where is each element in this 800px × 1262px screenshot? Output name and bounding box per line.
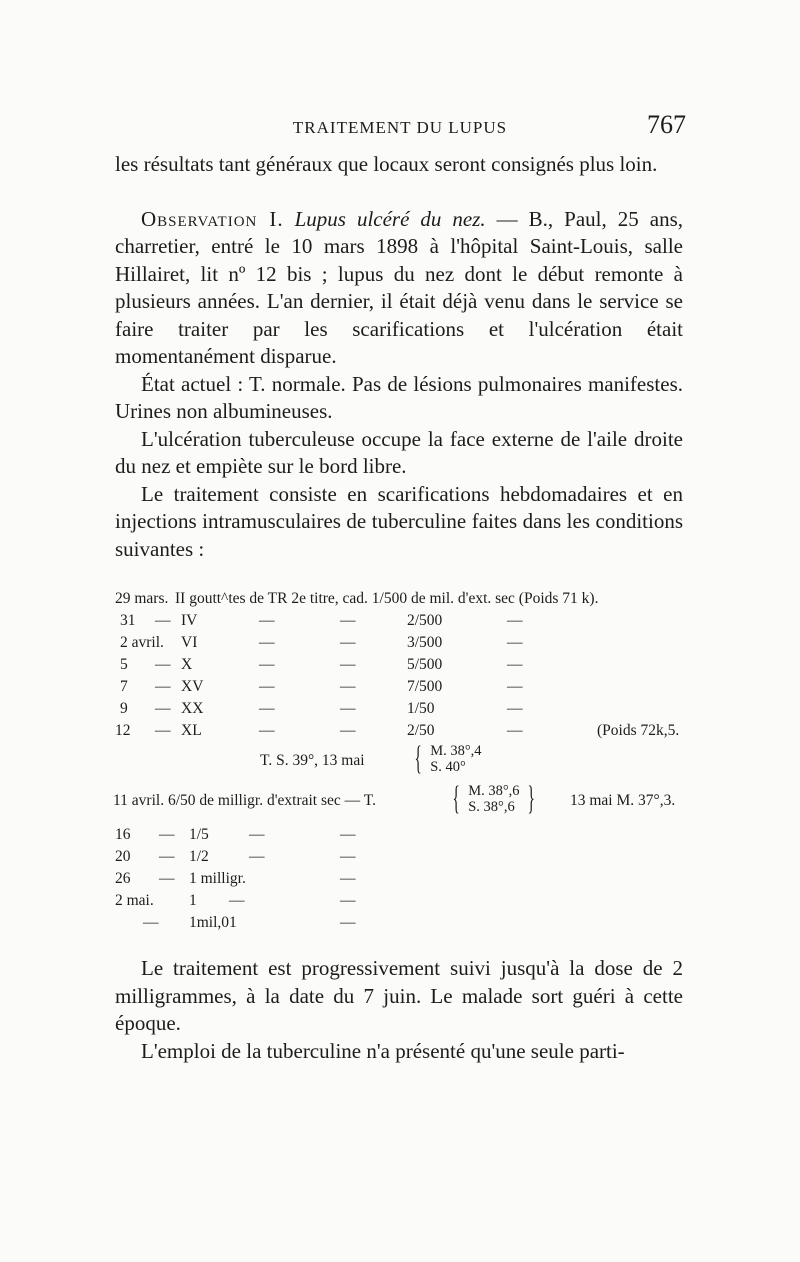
- table-cell: —: [259, 612, 275, 629]
- closing-paragraph: Le traitement est progressivement suivi jusqu'à la dose de 2 milligrammes, à la date du 7 juin. Le malade sort guéri à cette époque.: [115, 956, 683, 1035]
- intro-paragraph: les résultats tant généraux que locaux seront consignés plus loin.: [115, 152, 658, 176]
- table-cell: —: [507, 700, 523, 717]
- table-cell: —: [259, 700, 275, 717]
- table-row: [115, 914, 695, 936]
- april-11-morning: M. 38°,6: [468, 783, 520, 799]
- table-cell: 3/500: [407, 634, 443, 651]
- table-cell: —: [249, 848, 265, 865]
- table-cell: XX: [181, 700, 204, 717]
- table-cell: 12: [115, 722, 131, 739]
- table-cell: —: [507, 656, 523, 673]
- body-text-top: [115, 151, 683, 563]
- table-cell: —: [155, 656, 171, 673]
- temperature-evening: S. 40°: [430, 759, 466, 775]
- table-cell: X: [181, 656, 193, 673]
- table-row: [115, 826, 695, 848]
- april-11-evening: S. 38°,6: [468, 799, 515, 815]
- table-row: [115, 892, 695, 914]
- temperature-values: [430, 743, 481, 775]
- table-cell: —: [155, 700, 171, 717]
- table-cell: II goutt^tes de TR 2e titre, cad. 1/500 de mil. d'ext. sec (Poids 71 k).: [175, 590, 599, 607]
- table-cell: 1mil,01: [189, 914, 237, 931]
- running-header: TRAITEMENT DU LUPUS: [292, 118, 508, 137]
- table-cell: —: [340, 848, 356, 865]
- table-cell: XV: [181, 678, 204, 695]
- table-cell: —: [507, 612, 523, 629]
- table-cell: 5/500: [407, 656, 443, 673]
- table-cell: —: [340, 656, 356, 673]
- temperature-brace: [410, 742, 482, 776]
- brace-symbol: {: [414, 740, 422, 777]
- table-cell: 9: [120, 700, 128, 717]
- page-number: 767: [647, 110, 686, 139]
- table-cell: 1: [189, 892, 197, 909]
- paragraph-ulceration: L'ulcération tuberculeuse occupe la face externe de l'aile droite du nez et empiète sur le bord libre.: [115, 426, 683, 478]
- table-row: [115, 678, 695, 700]
- temperature-label: T. S. 39°, 13 mai: [260, 752, 365, 769]
- table-cell: —: [507, 678, 523, 695]
- observation-title: Lupus ulcéré du nez.: [294, 206, 486, 231]
- table-cell: 7: [120, 678, 128, 695]
- table-cell: —: [340, 870, 356, 887]
- table-cell: 7/500: [407, 678, 443, 695]
- table-row: [115, 848, 695, 870]
- table-cell: —: [507, 634, 523, 651]
- table-cell: —: [340, 678, 356, 695]
- table-cell: 26: [115, 870, 131, 887]
- paragraph-traitement: Le traitement consiste en scarifications hebdomadaires et en injections intramusculaires de tuberculine faites dans les conditions suivantes :: [115, 481, 683, 561]
- table-cell: 31: [120, 612, 136, 629]
- temperature-morning: M. 38°,4: [430, 743, 482, 759]
- april-11-brace: [448, 782, 540, 816]
- table-cell: 2/50: [407, 722, 435, 739]
- table-cell: —: [155, 678, 171, 695]
- table-cell: —: [155, 722, 171, 739]
- table-row: [115, 590, 695, 612]
- observation-paragraph: [115, 206, 683, 371]
- table-cell: —: [340, 700, 356, 717]
- table-cell: 16: [115, 826, 131, 843]
- temperature-line: [115, 742, 695, 782]
- table-cell: —: [259, 678, 275, 695]
- table-cell: 1 milligr.: [189, 870, 246, 887]
- table-cell: 29 mars.: [115, 590, 169, 607]
- table-cell: —: [159, 870, 175, 887]
- table-cell: —: [155, 612, 171, 629]
- table-cell: —: [229, 892, 245, 909]
- april-11-text: 11 avril. 6/50 de milligr. d'extrait sec — T.: [113, 792, 376, 809]
- table-cell: 2 avril.: [120, 634, 164, 651]
- table-cell: (Poids 72k,5.: [597, 722, 680, 739]
- brace-symbol: {: [452, 780, 460, 817]
- table-cell: 2 mai.: [115, 892, 154, 909]
- paragraph-etat-actuel: État actuel : T. normale. Pas de lésions pulmonaires manifestes. Urines non albumineuses.: [115, 371, 683, 423]
- table-row: [115, 612, 695, 634]
- table-cell: VI: [181, 634, 198, 651]
- table-cell: —: [340, 634, 356, 651]
- april-11-values: [468, 783, 519, 815]
- table-cell: 1/50: [407, 700, 435, 717]
- table-cell: —: [340, 826, 356, 843]
- body-text-bottom: [115, 955, 683, 1065]
- table-cell: 2/500: [407, 612, 443, 629]
- table-cell: 1/2: [189, 848, 209, 865]
- table-cell: —: [159, 848, 175, 865]
- april-11-line: [115, 782, 695, 822]
- table-cell: 1/5: [189, 826, 209, 843]
- table-row: [115, 700, 695, 722]
- closing-paragraph-continued: L'emploi de la tuberculine n'a présenté qu'une seule parti-: [141, 1038, 625, 1063]
- table-cell: 5: [120, 656, 128, 673]
- table-cell: —: [507, 722, 523, 739]
- observation-label: Observation I.: [141, 206, 284, 231]
- table-cell: XL: [181, 722, 202, 739]
- table-cell: 20: [115, 848, 131, 865]
- table-cell: —: [259, 722, 275, 739]
- table-cell: —: [249, 826, 265, 843]
- table-cell: —: [259, 656, 275, 673]
- table-row: [115, 656, 695, 678]
- table-row: [115, 634, 695, 656]
- table-cell: —: [143, 914, 159, 931]
- brace-symbol-close: }: [527, 780, 536, 817]
- table-cell: —: [340, 612, 356, 629]
- table-row: [115, 870, 695, 892]
- table-cell: —: [340, 722, 356, 739]
- table-cell: IV: [181, 612, 198, 629]
- observation-text: — B., Paul, 25 ans, charretier, entré le 10 mars 1898 à l'hôpital Saint-Louis, salle Hillairet, lit nº 12 bis ; lupus du nez dont le début remonte à plusieurs années. L'an dernier, il était déjà venu dans le service se faire traiter par les scarifications et l'ulcération était momentanément disparue.: [115, 206, 683, 368]
- table-cell: —: [340, 892, 356, 909]
- table-cell: —: [159, 826, 175, 843]
- april-11-after: 13 mai M. 37°,3.: [570, 792, 676, 809]
- table-cell: —: [340, 914, 356, 931]
- table-cell: —: [259, 634, 275, 651]
- table-row: [115, 722, 695, 744]
